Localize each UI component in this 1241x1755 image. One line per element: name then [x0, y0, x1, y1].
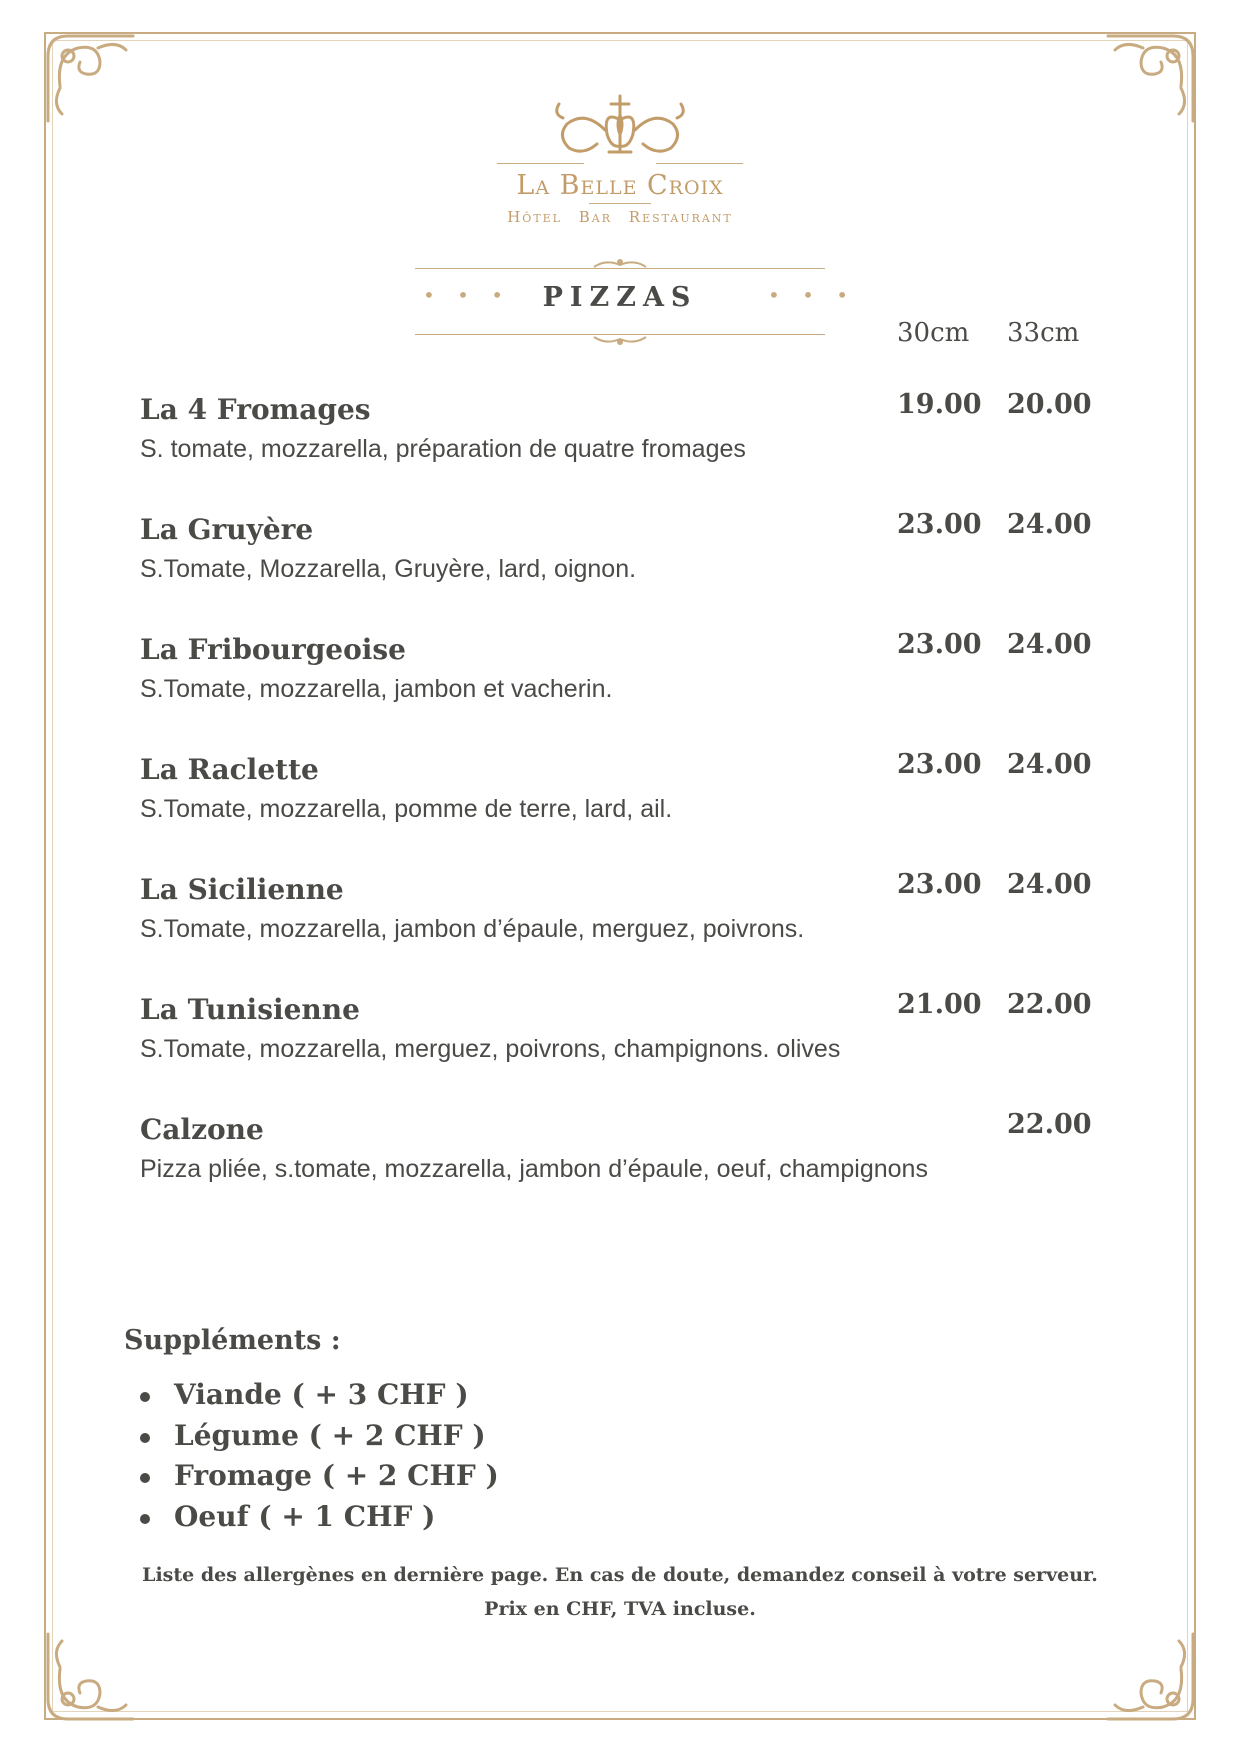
menu-item [140, 389, 1100, 503]
supplement-item [140, 1500, 499, 1541]
flourish-icon [592, 335, 648, 347]
logo-rule [656, 163, 743, 164]
item-name: La Raclette [140, 753, 319, 786]
logo-rule [589, 203, 651, 204]
flourish-icon [592, 257, 648, 269]
supplement-label: Légume ( + 2 CHF ) [174, 1418, 486, 1452]
item-price-33: 24.00 [1007, 509, 1092, 540]
allergen-note: Liste des allergènes en dernière page. En cas de doute, demandez conseil à votre serveur. [142, 1564, 1098, 1586]
bullet-icon [140, 1392, 150, 1402]
item-description: S.Tomate, Mozzarella, Gruyère, lard, oignon. [140, 555, 637, 583]
menu-item [140, 869, 1100, 983]
menu-item [140, 749, 1100, 863]
item-name: La 4 Fromages [140, 393, 371, 426]
item-price-30: 23.00 [897, 629, 982, 660]
item-price-30: 23.00 [897, 869, 982, 900]
menu-item [140, 1109, 1100, 1223]
price-note: Prix en CHF, TVA incluse. [484, 1598, 756, 1620]
item-name: La Fribourgeoise [140, 633, 406, 666]
item-name: Calzone [140, 1113, 264, 1146]
item-price-33: 24.00 [1007, 629, 1092, 660]
size-header-33: 33cm [1007, 318, 1080, 348]
item-description: S.Tomate, mozzarella, jambon d’épaule, merguez, poivrons. [140, 915, 805, 943]
item-description: S. tomate, mozzarella, préparation de quatre fromages [140, 435, 746, 463]
section-title: PIZZAS [542, 282, 698, 313]
item-description: S.Tomate, mozzarella, pomme de terre, lard, ail. [140, 795, 673, 823]
menu-item [140, 629, 1100, 743]
bullet-icon [140, 1433, 150, 1443]
menu-item [140, 989, 1100, 1103]
item-price-33: 24.00 [1007, 749, 1092, 780]
item-price-30: 23.00 [897, 749, 982, 780]
fleur-de-lis-icon [545, 90, 695, 162]
supplement-label: Oeuf ( + 1 CHF ) [174, 1499, 436, 1533]
decorative-dots: • • • [768, 283, 857, 307]
item-description: S.Tomate, mozzarella, merguez, poivrons, champignons. olives [140, 1035, 841, 1063]
supplement-item [140, 1419, 499, 1460]
menu-item [140, 509, 1100, 623]
supplement-label: Fromage ( + 2 CHF ) [174, 1459, 499, 1492]
item-price-30: 23.00 [897, 509, 982, 540]
supplements-list [140, 1378, 499, 1540]
item-price-33: 20.00 [1007, 389, 1092, 420]
corner-ornament-icon [38, 26, 138, 126]
item-description: Pizza pliée, s.tomate, mozzarella, jambon d’épaule, oeuf, champignons [140, 1155, 928, 1183]
logo-rule [497, 163, 584, 164]
item-price-33: 24.00 [1007, 869, 1092, 900]
item-price-30: 21.00 [897, 989, 982, 1020]
item-description: S.Tomate, mozzarella, jambon et vacherin. [140, 675, 613, 703]
decorative-dots: • • • [423, 283, 512, 307]
supplement-item [140, 1459, 499, 1500]
corner-ornament-icon [1103, 26, 1203, 126]
supplement-label: Viande ( + 3 CHF ) [174, 1378, 469, 1411]
item-price-33: 22.00 [1007, 1109, 1092, 1140]
brand-name: La Belle Croix [516, 170, 724, 201]
bullet-icon [140, 1473, 150, 1483]
brand-subtitle: Hôtel Bar Restaurant [507, 208, 733, 226]
corner-ornament-icon [38, 1629, 138, 1729]
item-name: La Gruyère [140, 513, 314, 546]
bullet-icon [140, 1514, 150, 1524]
size-header-30: 30cm [897, 318, 970, 348]
supplements-title: Suppléments : [124, 1325, 341, 1356]
item-price-33: 22.00 [1007, 989, 1092, 1020]
item-name: La Tunisienne [140, 993, 360, 1026]
item-name: La Sicilienne [140, 873, 344, 906]
item-price-30: 19.00 [897, 389, 982, 420]
corner-ornament-icon [1103, 1629, 1203, 1729]
supplement-item [140, 1378, 499, 1419]
